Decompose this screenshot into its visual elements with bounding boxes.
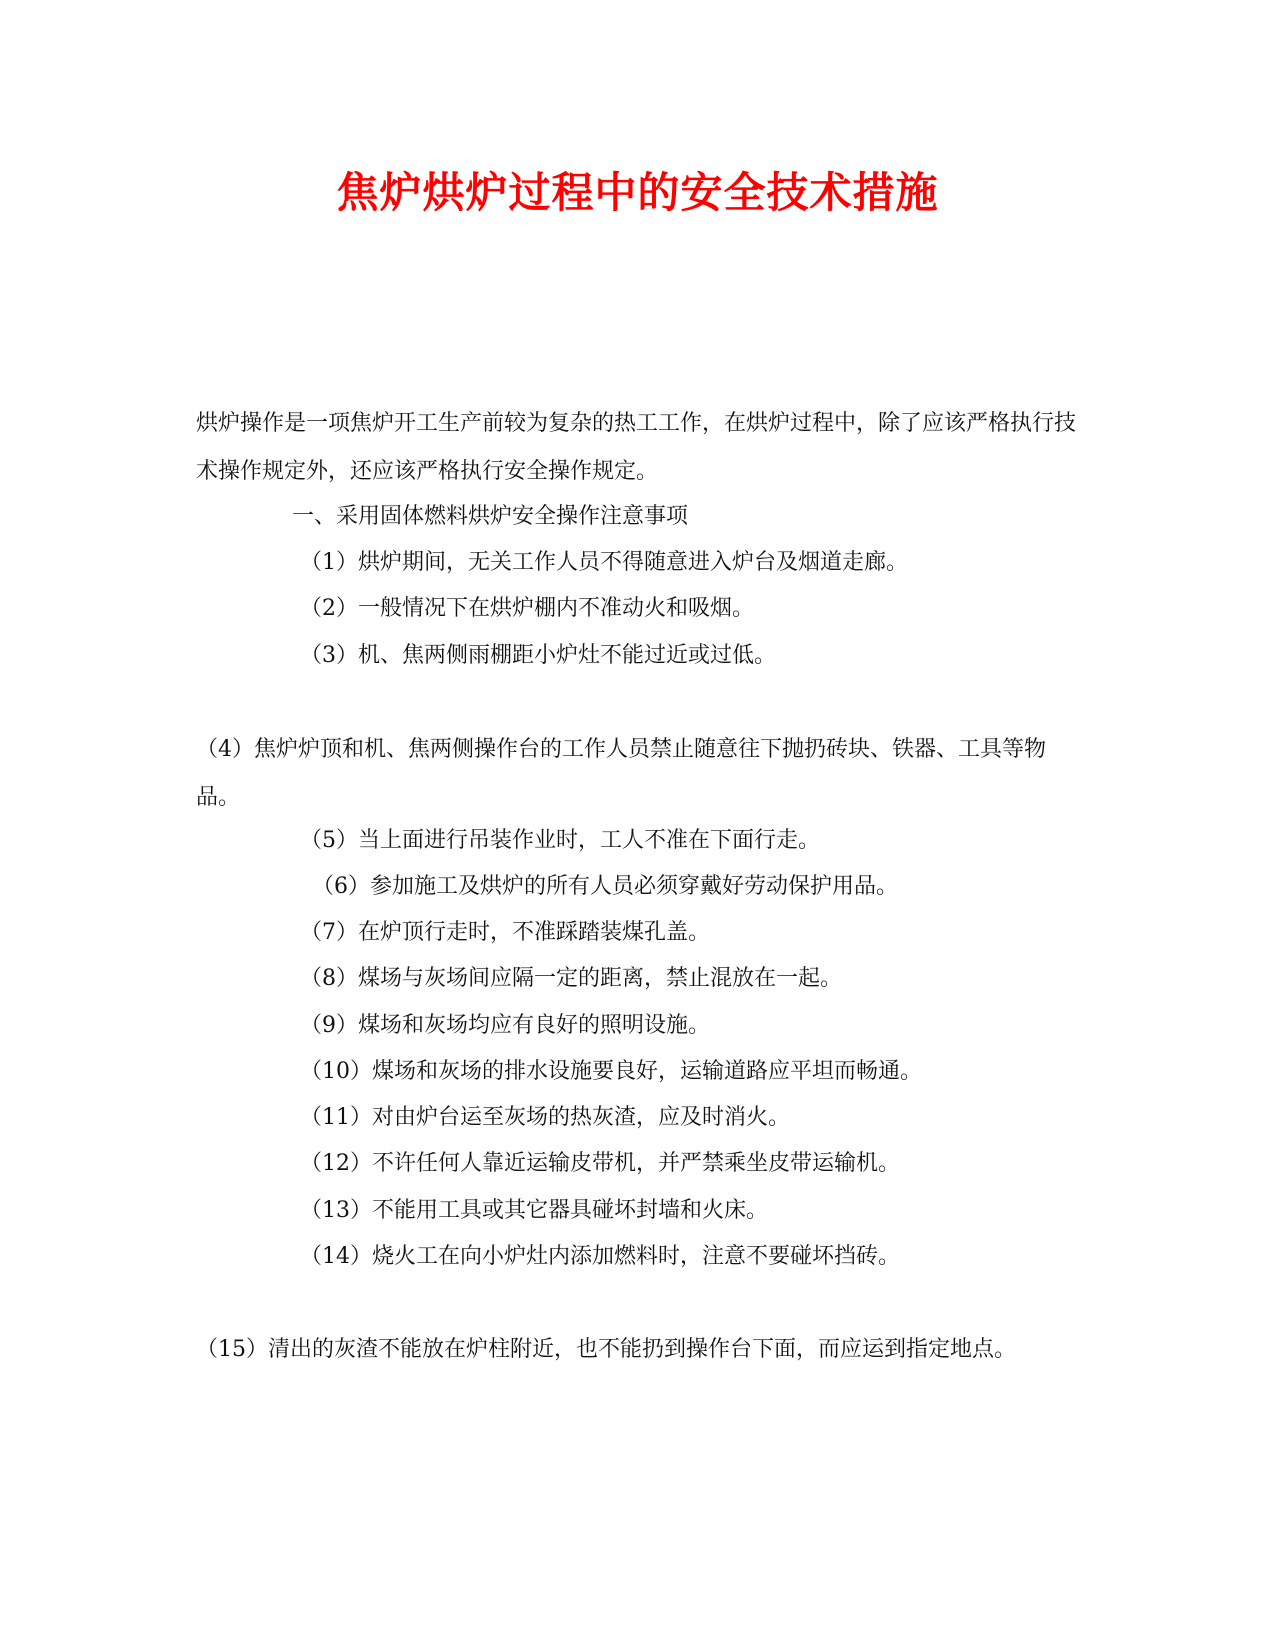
list-item: （7）在炉顶行走时，不准踩踏装煤孔盖。 [300,920,710,945]
list-item: （14）烧火工在向小炉灶内添加燃料时，注意不要碰坏挡砖。 [300,1244,900,1269]
list-item: （4）焦炉炉顶和机、焦两侧操作台的工作人员禁止随意往下抛扔砖块、铁器、工具等物品。 [196,737,1046,810]
list-item: （12）不许任何人靠近运输皮带机，并严禁乘坐皮带运输机。 [300,1151,900,1176]
list-item: （8）煤场与灰场间应隔一定的距离，禁止混放在一起。 [300,966,842,991]
document-title: 焦炉烘炉过程中的安全技术措施 [336,168,939,217]
list-item: （5）当上面进行吊装作业时，工人不准在下面行走。 [300,828,820,853]
list-item: （10）煤场和灰场的排水设施要良好，运输道路应平坦而畅通。 [300,1059,922,1084]
list-item: （13）不能用工具或其它器具碰坏封墙和火床。 [300,1198,768,1223]
intro-paragraph: 烘炉操作是一项焦炉开工生产前较为复杂的热工工作，在烘炉过程中，除了应该严格执行技术操作规定外，还应该严格执行安全操作规定。 [196,411,1077,484]
list-item: （11）对由炉台运至灰场的热灰渣，应及时消火。 [300,1105,790,1130]
list-item: （6）参加施工及烘炉的所有人员必须穿戴好劳动保护用品。 [312,874,898,899]
list-item: （2）一般情况下在烘炉棚内不准动火和吸烟。 [300,596,754,621]
list-item: （3）机、焦两侧雨棚距小炉灶不能过近或过低。 [300,643,776,668]
list-item: （9）煤场和灰场均应有良好的照明设施。 [300,1013,710,1038]
section-heading: 一、采用固体燃料烘炉安全操作注意事项 [292,504,689,529]
list-item: （1）烘炉期间，无关工作人员不得随意进入炉台及烟道走廊。 [300,550,908,575]
list-item: （15）清出的灰渣不能放在炉柱附近，也不能扔到操作台下面，而应运到指定地点。 [196,1337,1016,1362]
